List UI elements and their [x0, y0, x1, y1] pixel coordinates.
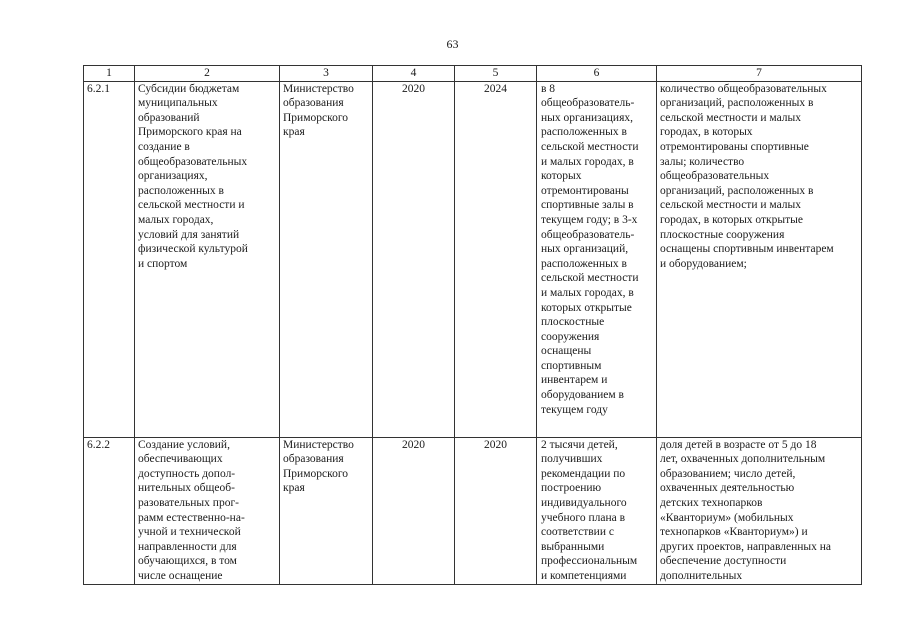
measure-name: Субсидии бюджетам муниципальных образований Приморского края на создание в общеобразовательных организациях, расположенных в сельской местности и малых городах, условий для занятий физической культурой и спортом: [135, 81, 280, 437]
column-header: 2: [135, 66, 280, 82]
measures-table: [83, 65, 862, 585]
row-number: 6.2.2: [84, 437, 135, 584]
start-year: 2020: [373, 437, 455, 584]
column-header: 1: [84, 66, 135, 82]
end-year: 2024: [455, 81, 537, 437]
table-row: [84, 81, 862, 437]
indicator: доля детей в возрасте от 5 до 18 лет, охваченных дополнительным образованием; число детей, охваченных деятельностью детских технопарков «Кванториум» (мобильных технопарков «Кванториум») и других проектов, направленных на обеспечение доступности дополнительных: [657, 437, 862, 584]
column-header: 5: [455, 66, 537, 82]
table-row: [84, 437, 862, 584]
expected-result: 2 тысячи детей, получивших рекомендации по построению индивидуального учебного плана в соответствии с выбранными профессиональным и компетенциями: [537, 437, 657, 584]
executor: Министерство образования Приморского края: [280, 81, 373, 437]
end-year: 2020: [455, 437, 537, 584]
column-header: 4: [373, 66, 455, 82]
executor: Министерство образования Приморского края: [280, 437, 373, 584]
column-header: 6: [537, 66, 657, 82]
start-year: 2020: [373, 81, 455, 437]
page-number: 63: [446, 37, 459, 51]
column-header: 3: [280, 66, 373, 82]
measure-name: Создание условий, обеспечивающих доступность допол- нительных общеоб- разовательных прог- рамм естественно-на- учной и технической направленности для обучающихся, в том числе оснащение: [135, 437, 280, 584]
column-header: 7: [657, 66, 862, 82]
row-number: 6.2.1: [84, 81, 135, 437]
table-header-row: [84, 66, 862, 82]
indicator: количество общеобразовательных организаций, расположенных в сельской местности и малых городах, в которых отремонтированы спортивные залы; количество общеобразовательных организаций, расположенных в сельской местности и малых городах, в которых открытые плоскостные сооружения оснащены спортивным инвентарем и оборудованием;: [657, 81, 862, 437]
expected-result: в 8 общеобразователь- ных организациях, расположенных в сельской местности и малых городах, в которых отремонтированы спортивные залы в текущем году; в 3-х общеобразователь- ных организаций, расположенных в сельской местности и малых городах, в которых открытые плоскостные сооружения оснащены спортивным инвентарем и оборудованием в текущем году: [537, 81, 657, 437]
